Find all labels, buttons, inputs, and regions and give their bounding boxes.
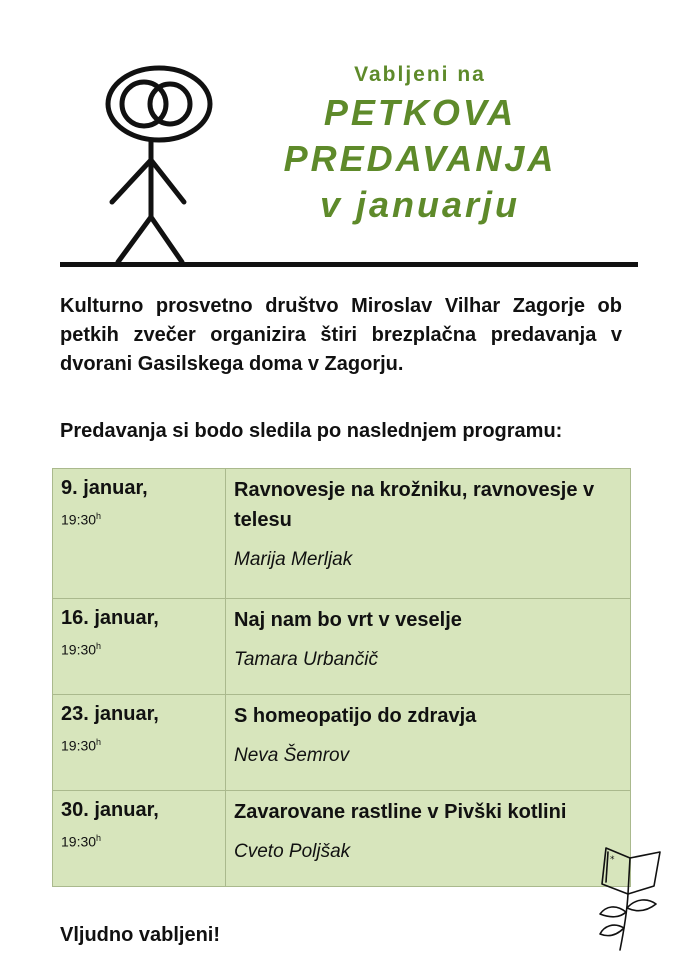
lecture-title: Naj nam bo vrt v veselje [234, 609, 462, 631]
program-table [52, 468, 631, 887]
date-cell [53, 695, 226, 791]
lecture-speaker: Tamara Urbančič [234, 649, 378, 670]
program-lead: Predavanja si bodo sledila po naslednjem programu: [60, 420, 563, 442]
lecture-date: 23. januar, [61, 703, 159, 725]
lecture-cell [226, 695, 631, 791]
lecture-time: 19:30$^h$ [61, 737, 102, 754]
lecture-cell [226, 599, 631, 695]
lecture-title: Zavarovane rastline v Pivški kotlini [234, 801, 567, 823]
closing-text: Vljudno vabljeni! [60, 924, 221, 946]
svg-text:*: * [610, 855, 615, 865]
lecture-date: 9. januar, [61, 477, 148, 499]
intro-paragraph: Kulturno prosvetno društvo Miroslav Vilhar Zagorje ob petkih zvečer organizira štiri brezplačna predavanja v dvorani Gasilskega doma v Zagorju. [60, 295, 622, 375]
header-title [280, 60, 560, 228]
stick-figure-logo [100, 62, 220, 272]
header-line-petkova: PETKOVA [323, 92, 517, 133]
lecture-time: 19:30$^h$ [61, 833, 102, 850]
date-cell [53, 469, 226, 599]
lecture-date: 16. januar, [61, 607, 159, 629]
lecture-speaker: Cveto Poljšak [234, 841, 351, 862]
lecture-speaker: Marija Merljak [234, 549, 353, 570]
lecture-speaker: Neva Šemrov [234, 745, 350, 766]
table-row [53, 695, 631, 791]
header-line-invite: Vabljeni na [354, 63, 486, 86]
lecture-time: 19:30$^h$ [61, 511, 102, 528]
header-line-month: v januarju [319, 184, 521, 225]
header-divider [60, 262, 638, 267]
header-line-predavanja: PREDAVANJA [283, 138, 557, 179]
lecture-time: 19:30$^h$ [61, 641, 102, 658]
lecture-date: 30. januar, [61, 799, 159, 821]
table-row [53, 469, 631, 599]
lecture-title: S homeopatijo do zdravja [234, 705, 477, 727]
lecture-cell [226, 469, 631, 599]
lecture-cell [226, 791, 631, 887]
date-cell [53, 791, 226, 887]
book-flower-icon [594, 842, 666, 954]
lecture-title: Ravnovesje na krožniku, ravnovesje v telesu [234, 479, 595, 531]
table-row [53, 599, 631, 695]
table-row [53, 791, 631, 887]
date-cell [53, 599, 226, 695]
